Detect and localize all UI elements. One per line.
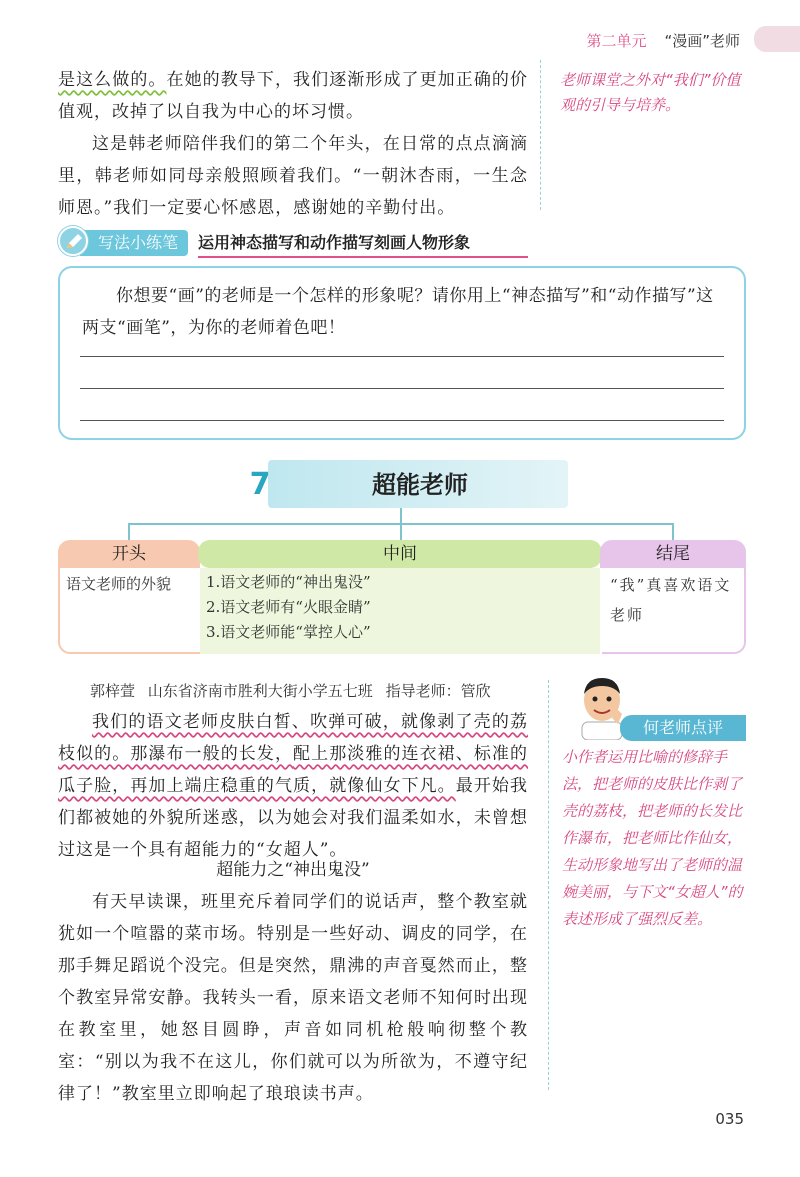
writing-line[interactable] bbox=[80, 356, 724, 357]
header-tab bbox=[754, 26, 800, 52]
outline-item: 语文老师的外貌 bbox=[66, 575, 172, 593]
section-subhead: 超能力之“神出鬼没” bbox=[216, 860, 370, 880]
paragraph-top-2: 这是韩老师陪伴我们的第二个年头，在日常的点点滴滴里，韩老师如同母亲般照顾着我们。“一朝沐杏雨，一生念师恩。”我们一定要心怀感恩，感谢她的辛勤付出。 bbox=[58, 134, 528, 218]
writing-line[interactable] bbox=[80, 388, 724, 389]
tree-connector bbox=[672, 523, 674, 540]
comment-tag: 何老师点评 bbox=[620, 715, 746, 741]
advisor-name: 指导老师：管欣 bbox=[385, 682, 491, 700]
paragraph-text: 在她的教导下，我们逐渐形成了更加正确的价值观，改掉了以自我为中心的坏习惯。 bbox=[58, 70, 529, 122]
outline-middle bbox=[200, 568, 600, 654]
margin-divider bbox=[540, 60, 541, 210]
outline-head-end: 结尾 bbox=[600, 540, 746, 568]
paragraph-top-1 bbox=[58, 64, 528, 128]
marked-text: 是这么做的。 bbox=[58, 70, 167, 90]
byline bbox=[90, 680, 491, 701]
pencil-icon bbox=[58, 226, 88, 256]
side-note: 老师课堂之外对“我们”价值观的引导与培养。 bbox=[560, 71, 741, 114]
unit-title: “漫画”老师 bbox=[664, 32, 740, 50]
practice-prompt: 你想要“画”的老师是一个怎样的形象呢？请你用上“神态描写”和“动作描写”这两支“画笔”，为你的老师着色吧！ bbox=[82, 286, 714, 338]
school-name: 山东省济南市胜利大街小学五七班 bbox=[147, 682, 373, 700]
unit-label: 第二单元 bbox=[586, 32, 647, 50]
paragraph-text: 最开始我们都被她的外貌所迷惑，以为她会对我们温柔如水，未曾想过这是一个具有超能力的“女超人”。 bbox=[58, 776, 529, 860]
chapter-number: 7 bbox=[249, 467, 271, 502]
practice-tag: 写法小练笔 bbox=[80, 230, 188, 256]
practice-box bbox=[58, 266, 746, 440]
outline-end bbox=[602, 568, 746, 654]
chapter-title: 超能老师 bbox=[372, 471, 468, 499]
outline-item: 2.语文老师有“火眼金睛” bbox=[206, 598, 371, 616]
marked-text: 我们的语文老师皮肤白皙、吹弹可破，就像剥了壳的荔枝似的。那瀑布一般的长发， bbox=[58, 712, 528, 764]
tree-connector bbox=[400, 523, 402, 540]
outline-item: “我”真喜欢语文老师 bbox=[610, 576, 732, 624]
tree-connector bbox=[128, 523, 130, 540]
outline-item: 1.语文老师的“神出鬼没” bbox=[206, 573, 371, 591]
essay-paragraph-1 bbox=[58, 706, 528, 866]
practice-header bbox=[58, 230, 758, 258]
margin-divider bbox=[548, 680, 549, 1090]
page-number: 035 bbox=[715, 1110, 744, 1128]
title-underline bbox=[198, 256, 528, 258]
author-name: 郭梓萱 bbox=[90, 682, 136, 700]
tree-connector bbox=[400, 508, 402, 524]
comment-text: 小作者运用比喻的修辞手法，把老师的皮肤比作剥了壳的荔枝，把老师的长发比作瀑布，把老师比作仙女，生动形象地写出了老师的温婉美丽，与下文“女超人”的表述形成了强烈反差。 bbox=[562, 748, 743, 928]
essay-paragraph-2: 有天早读课，班里充斥着同学们的说话声，整个教室就犹如一个喧嚣的菜市场。特别是一些好动、调皮的同学，在那手舞足蹈说个没完。但是突然，鼎沸的声音戛然而止，整个教室异常安静。我转头一看，原来语文老师不知何时出现在教室里，她怒目圆睁，声音如同机枪般响彻整个教室：“别以为我不在这儿，你们就可以为所欲为，不遵守纪律了！”教室里立即响起了琅琅读书声。 bbox=[58, 892, 528, 1104]
practice-title: 运用神态描写和动作描写刻画人物形象 bbox=[198, 233, 471, 252]
marked-text: 配上那淡雅的连衣裙、标准的瓜子脸，再加上端庄稳重的气质，就像仙女下凡。 bbox=[58, 744, 529, 796]
writing-line[interactable] bbox=[80, 420, 724, 421]
outline-head-middle: 中间 bbox=[198, 540, 602, 568]
outline-start bbox=[58, 568, 200, 654]
outline-head-start: 开头 bbox=[58, 540, 200, 568]
running-header bbox=[586, 30, 740, 51]
outline-item: 3.语文老师能“掌控人心” bbox=[206, 623, 371, 641]
